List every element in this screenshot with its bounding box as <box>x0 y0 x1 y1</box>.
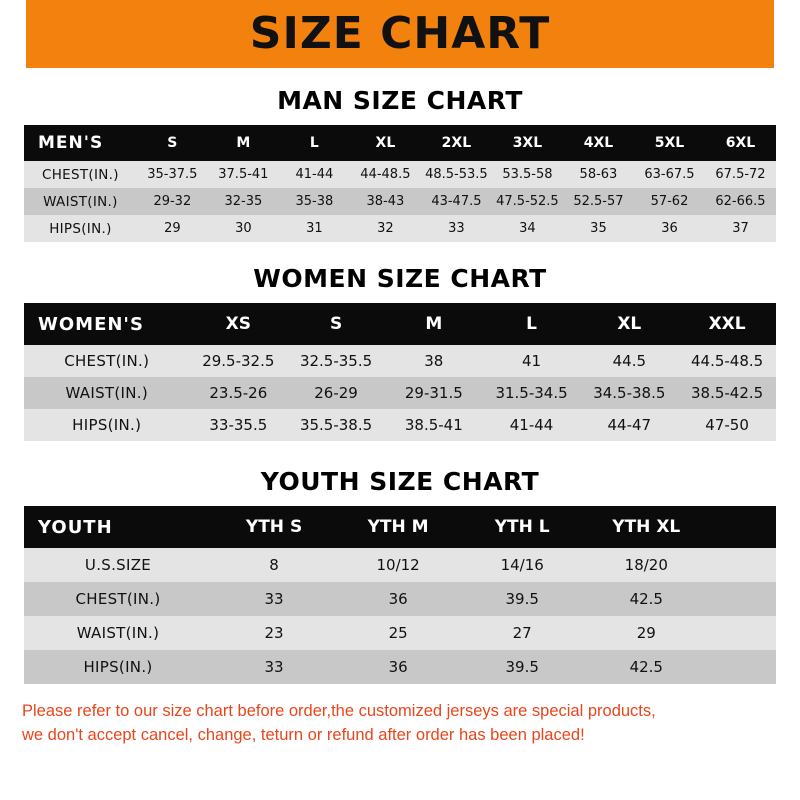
table-row <box>24 345 776 377</box>
youth-cell: 42.5 <box>584 582 708 616</box>
women-table-head <box>24 303 776 345</box>
header-left-spacer <box>0 0 26 68</box>
man-cell: 38-43 <box>350 188 421 215</box>
youth-cell: 25 <box>336 616 460 650</box>
women-col-header: XXL <box>678 303 776 345</box>
women-section-title: WOMEN SIZE CHART <box>253 264 547 293</box>
man-cell: 29-32 <box>137 188 208 215</box>
man-cell: 41-44 <box>279 161 350 188</box>
youth-cell: 33 <box>212 650 336 684</box>
man-cell: 35-38 <box>279 188 350 215</box>
women-col-header: XS <box>189 303 287 345</box>
youth-section-title: YOUTH SIZE CHART <box>260 467 540 496</box>
youth-cell: 23 <box>212 616 336 650</box>
man-size-table <box>24 125 776 242</box>
women-cell: 31.5-34.5 <box>483 377 581 409</box>
youth-cell: 39.5 <box>460 582 584 616</box>
man-col-header: 3XL <box>492 125 563 161</box>
man-cell: 31 <box>279 215 350 242</box>
man-cell: 30 <box>208 215 279 242</box>
youth-row-label: CHEST(IN.) <box>24 582 212 616</box>
youth-col-header: YTH XL <box>584 506 708 548</box>
women-header-label: WOMEN'S <box>24 303 189 345</box>
man-header-label: MEN'S <box>24 125 137 161</box>
man-cell: 35 <box>563 215 634 242</box>
man-section-title: MAN SIZE CHART <box>277 86 523 115</box>
table-row <box>24 548 776 582</box>
header-band <box>0 0 800 68</box>
table-row <box>24 215 776 242</box>
man-cell: 37.5-41 <box>208 161 279 188</box>
man-cell: 44-48.5 <box>350 161 421 188</box>
man-cell: 37 <box>705 215 776 242</box>
youth-table-body <box>24 548 776 684</box>
youth-cell-spacer <box>708 650 776 684</box>
youth-size-table <box>24 506 776 684</box>
youth-row-label: U.S.SIZE <box>24 548 212 582</box>
page-title: SIZE CHART <box>249 8 551 59</box>
women-col-header: XL <box>580 303 678 345</box>
man-cell: 57-62 <box>634 188 705 215</box>
women-cell: 29.5-32.5 <box>189 345 287 377</box>
man-col-header: XL <box>350 125 421 161</box>
youth-cell: 29 <box>584 616 708 650</box>
youth-col-header: YTH L <box>460 506 584 548</box>
table-row <box>24 409 776 441</box>
women-row-label: HIPS(IN.) <box>24 409 189 441</box>
women-cell: 44-47 <box>580 409 678 441</box>
women-cell: 26-29 <box>287 377 385 409</box>
man-row-label: HIPS(IN.) <box>24 215 137 242</box>
youth-cell: 33 <box>212 582 336 616</box>
women-row-label: CHEST(IN.) <box>24 345 189 377</box>
women-cell: 32.5-35.5 <box>287 345 385 377</box>
man-col-header: M <box>208 125 279 161</box>
man-cell: 47.5-52.5 <box>492 188 563 215</box>
table-row <box>24 377 776 409</box>
man-col-header: S <box>137 125 208 161</box>
man-col-header: 5XL <box>634 125 705 161</box>
chart-content <box>0 86 800 684</box>
youth-cell: 36 <box>336 582 460 616</box>
man-cell: 32 <box>350 215 421 242</box>
youth-col-header: YTH S <box>212 506 336 548</box>
header-right-spacer <box>774 0 800 68</box>
table-row <box>24 582 776 616</box>
youth-cell: 8 <box>212 548 336 582</box>
man-cell: 62-66.5 <box>705 188 776 215</box>
women-table-body <box>24 345 776 441</box>
man-cell: 35-37.5 <box>137 161 208 188</box>
women-cell: 34.5-38.5 <box>580 377 678 409</box>
man-cell: 52.5-57 <box>563 188 634 215</box>
youth-cell-spacer <box>708 616 776 650</box>
youth-cell: 39.5 <box>460 650 584 684</box>
youth-row-label: HIPS(IN.) <box>24 650 212 684</box>
women-cell: 38.5-42.5 <box>678 377 776 409</box>
youth-header-label: YOUTH <box>24 506 212 548</box>
table-row <box>24 161 776 188</box>
youth-col-header: YTH M <box>336 506 460 548</box>
women-col-header: M <box>385 303 483 345</box>
footer-line-1: Please refer to our size chart before order,the customized jerseys are special products, <box>22 702 656 720</box>
man-cell: 63-67.5 <box>634 161 705 188</box>
man-row-label: CHEST(IN.) <box>24 161 137 188</box>
man-cell: 58-63 <box>563 161 634 188</box>
women-cell: 47-50 <box>678 409 776 441</box>
man-cell: 48.5-53.5 <box>421 161 492 188</box>
man-col-header: 2XL <box>421 125 492 161</box>
women-cell: 44.5 <box>580 345 678 377</box>
women-size-table <box>24 303 776 441</box>
women-cell: 41 <box>483 345 581 377</box>
table-row <box>24 650 776 684</box>
youth-cell-spacer <box>708 582 776 616</box>
youth-cell: 36 <box>336 650 460 684</box>
man-cell: 29 <box>137 215 208 242</box>
man-cell: 36 <box>634 215 705 242</box>
table-row <box>24 188 776 215</box>
footer-note <box>22 700 778 748</box>
man-row-label: WAIST(IN.) <box>24 188 137 215</box>
youth-cell: 18/20 <box>584 548 708 582</box>
man-header-row <box>24 125 776 161</box>
women-cell: 29-31.5 <box>385 377 483 409</box>
youth-cell: 42.5 <box>584 650 708 684</box>
man-table-body <box>24 161 776 242</box>
women-cell: 35.5-38.5 <box>287 409 385 441</box>
women-cell: 38.5-41 <box>385 409 483 441</box>
youth-header-row <box>24 506 776 548</box>
man-cell: 33 <box>421 215 492 242</box>
man-table-head <box>24 125 776 161</box>
man-cell: 34 <box>492 215 563 242</box>
women-cell: 41-44 <box>483 409 581 441</box>
youth-cell: 14/16 <box>460 548 584 582</box>
women-cell: 23.5-26 <box>189 377 287 409</box>
youth-header-spacer <box>708 506 776 548</box>
man-col-header: 6XL <box>705 125 776 161</box>
youth-cell: 10/12 <box>336 548 460 582</box>
man-col-header: L <box>279 125 350 161</box>
youth-table-head <box>24 506 776 548</box>
women-cell: 44.5-48.5 <box>678 345 776 377</box>
women-row-label: WAIST(IN.) <box>24 377 189 409</box>
youth-cell: 27 <box>460 616 584 650</box>
man-cell: 53.5-58 <box>492 161 563 188</box>
footer-line-2: we don't accept cancel, change, teturn or refund after order has been placed! <box>22 725 585 744</box>
women-col-header: L <box>483 303 581 345</box>
youth-cell-spacer <box>708 548 776 582</box>
man-cell: 67.5-72 <box>705 161 776 188</box>
women-cell: 33-35.5 <box>189 409 287 441</box>
man-col-header: 4XL <box>563 125 634 161</box>
table-row <box>24 616 776 650</box>
women-cell: 38 <box>385 345 483 377</box>
women-header-row <box>24 303 776 345</box>
youth-row-label: WAIST(IN.) <box>24 616 212 650</box>
man-cell: 32-35 <box>208 188 279 215</box>
women-col-header: S <box>287 303 385 345</box>
man-cell: 43-47.5 <box>421 188 492 215</box>
